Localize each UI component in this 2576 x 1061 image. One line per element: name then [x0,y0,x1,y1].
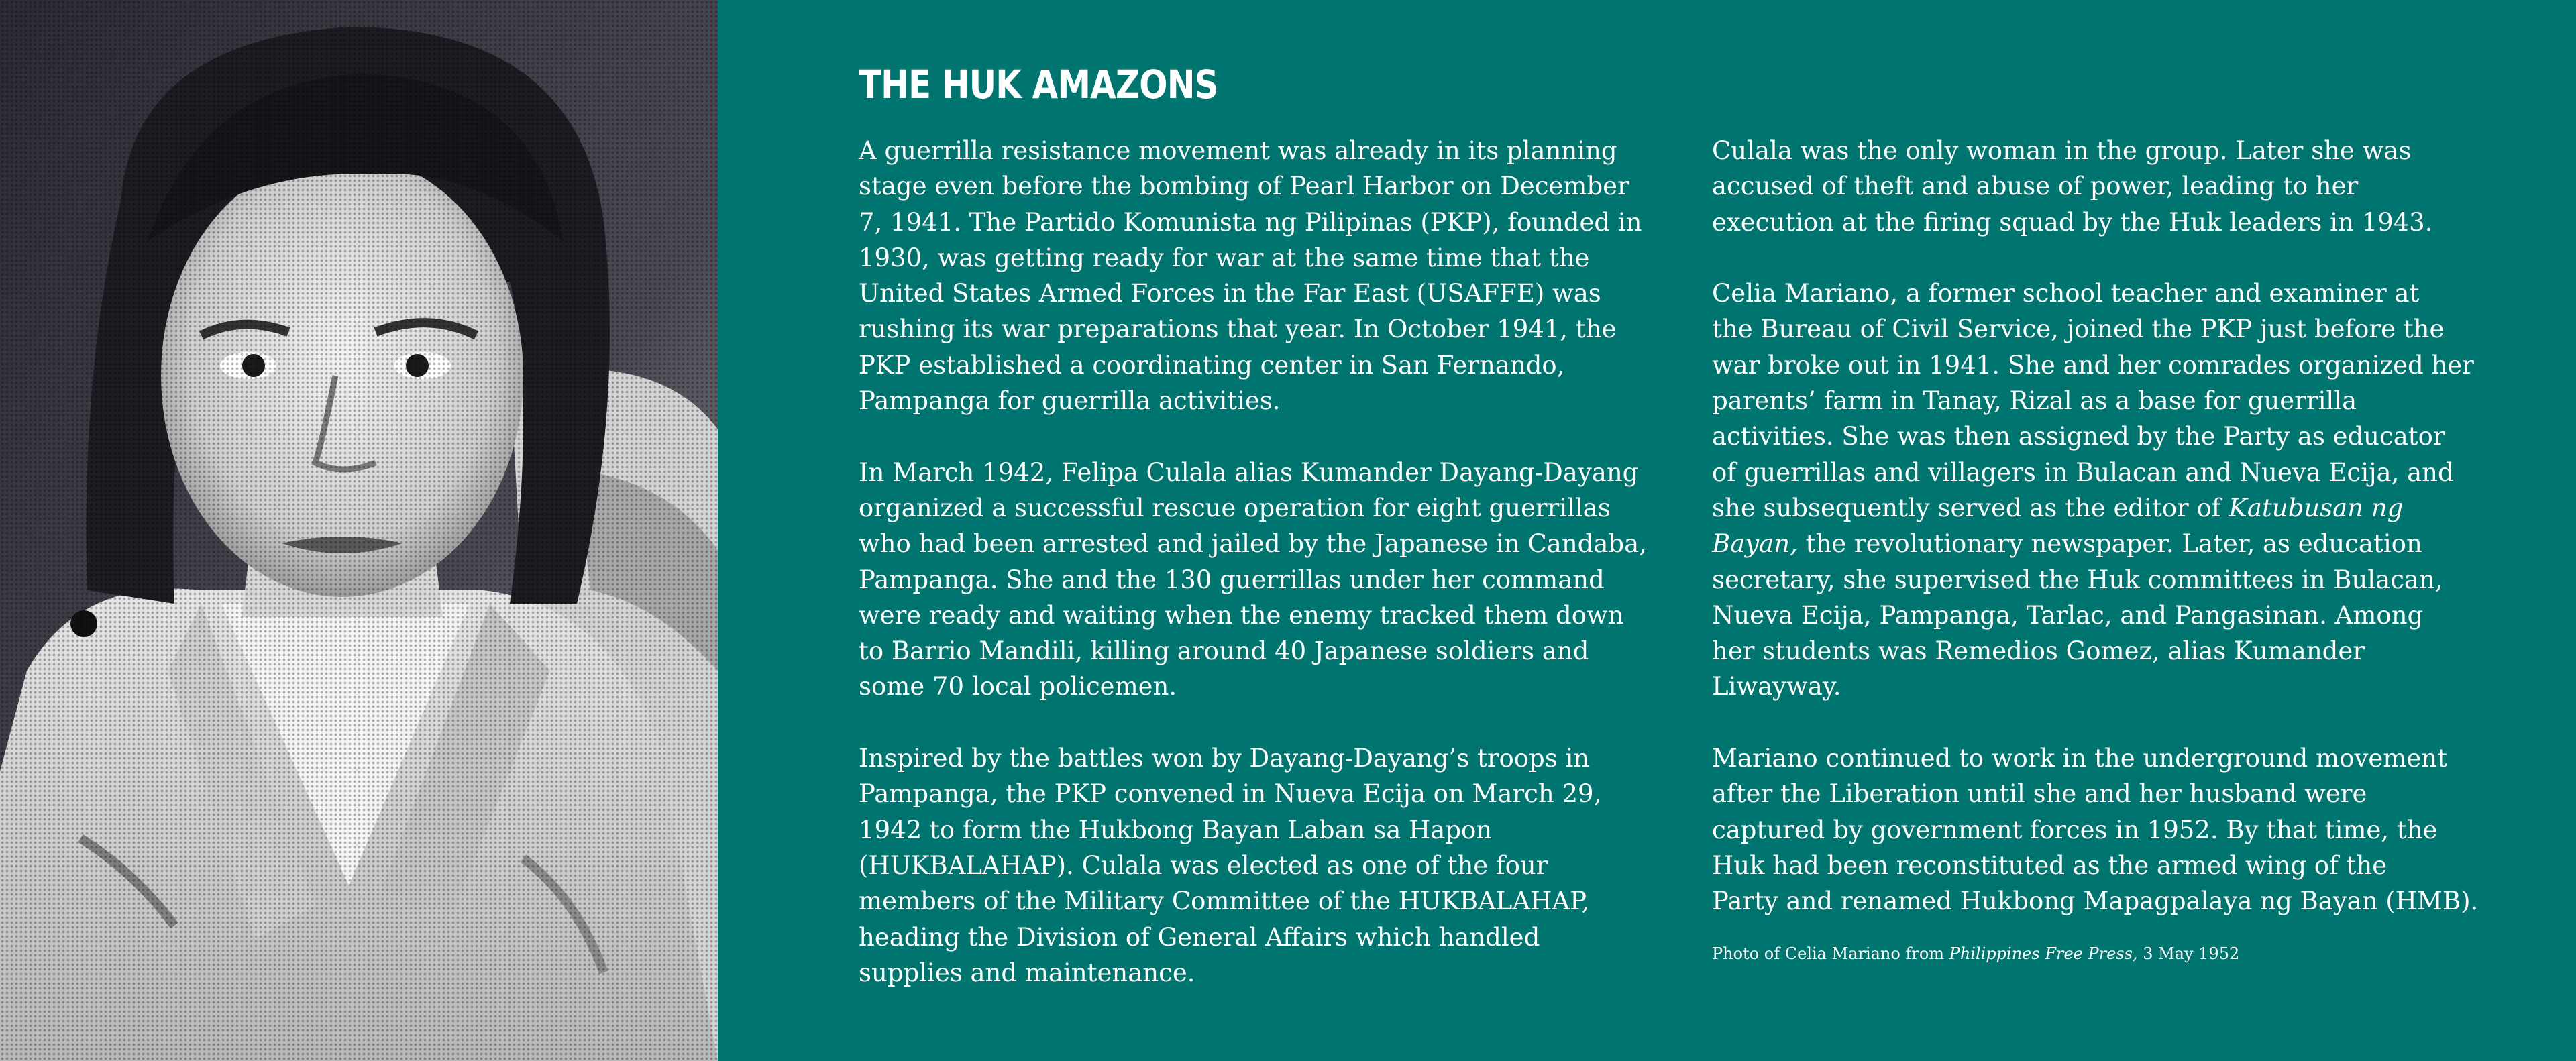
text-line: A guerrilla resistance movement was already in its planning [859,136,1617,165]
text-line: the Bureau of Civil Service, joined the PKP just before the [1712,315,2445,344]
text-line: Celia Mariano, a former school teacher and examiner at [1712,279,2420,309]
text-line: 1930, was getting ready for war at the same time that the [859,243,1590,272]
text-line: Liwayway. [1712,672,1841,702]
text-line: heading the Division of General Affairs which handled [859,922,1540,952]
halftone-texture [0,0,718,1061]
text-line: members of the Military Committee of the HUKBALAHAP, [859,887,1590,916]
right-text-column [1712,133,2524,955]
text-line: PKP established a coordinating center in San Fernando, [859,350,1565,380]
caption-date: 3 May 1952 [2137,944,2240,963]
text-line: (HUKBALAHAP). Culala was elected as one of the four [859,850,1548,880]
portrait-photo [0,0,718,1061]
text-line: Pampanga, the PKP convened in Nueva Ecija on March 29, [859,779,1602,809]
text-line: Pampanga for guerrilla activities. [859,386,1281,416]
paragraph-3 [859,740,1670,991]
text-line: of guerrillas and villagers in Bulacan and Nueva Ecija, and [1712,457,2454,487]
newspaper-title-continued: Bayan, [1712,529,1798,559]
text-line: were ready and waiting when the enemy tracked them down [859,600,1624,630]
text-line-with-italic [1712,490,2524,526]
text-line: rushing its war preparations that year. In October 1941, the [859,315,1617,344]
text-line: activities. She was then assigned by the Party as educator [1712,422,2445,451]
photo-caption [1712,944,2239,963]
page-title: THE HUK AMAZONS [859,62,1218,107]
text-line: captured by government forces in 1952. By that time, the [1712,815,2438,844]
text-line: to Barrio Mandili, killing around 40 Japanese soldiers and [859,636,1589,666]
paragraph-2 [859,455,1670,705]
text-line: Mariano continued to work in the underground movement [1712,744,2447,773]
text-line: United States Armed Forces in the Far East (USAFFE) was [859,279,1601,309]
text-line: Nueva Ecija, Pampanga, Tarlac, and Pangasinan. Among [1712,600,2424,630]
text-line: after the Liberation until she and her husband were [1712,779,2367,809]
text-line: Huk had been reconstituted as the armed wing of the [1712,850,2387,880]
text-line: In March 1942, Felipa Culala alias Kumander Dayang-Dayang [859,457,1639,487]
text-line: 7, 1941. The Partido Komunista ng Pilipinas (PKP), founded in [859,207,1642,237]
newspaper-title: Katubusan ng [2229,493,2404,522]
paragraph-4 [1712,133,2524,240]
text-line: organized a successful rescue operation for eight guerrillas [859,493,1611,522]
text-line: who had been arrested and jailed by the Japanese in Candaba, [859,529,1647,559]
text-line: war broke out in 1941. She and her comrades organized her [1712,350,2474,380]
text-line-with-italic [1712,526,2524,561]
text-line: Party and renamed Hukbong Mapagpalaya ng Bayan (HMB). [1712,887,2479,916]
text-line: parents’ farm in Tanay, Rizal as a base for guerrilla [1712,386,2357,416]
text-segment: she subsequently served as the editor of [1712,493,2229,522]
text-line: her students was Remedios Gomez, alias Kumander [1712,636,2365,666]
text-line: supplies and maintenance. [859,958,1195,987]
text-segment: the revolutionary newspaper. Later, as education [1797,529,2422,559]
caption-prefix: Photo of Celia Mariano from [1712,944,1949,963]
text-line: Pampanga. She and the 130 guerrillas under her command [859,565,1605,594]
text-line: stage even before the bombing of Pearl Harbor on December [859,172,1629,201]
text-line: accused of theft and abuse of power, leading to her [1712,172,2359,201]
text-line: secretary, she supervised the Huk committees in Bulacan, [1712,565,2443,594]
left-text-column [859,133,1670,1026]
text-line: execution at the firing squad by the Huk leaders in 1943. [1712,207,2433,237]
text-line: Inspired by the battles won by Dayang-Dayang’s troops in [859,744,1590,773]
paragraph-5 [1712,276,2524,705]
text-line: 1942 to form the Hukbong Bayan Laban sa Hapon [859,815,1493,844]
caption-source: Philippines Free Press, [1949,944,2138,963]
text-line: some 70 local policemen. [859,672,1177,702]
text-line: Culala was the only woman in the group. Later she was [1712,136,2412,165]
paragraph-6 [1712,740,2524,919]
paragraph-1 [859,133,1670,418]
